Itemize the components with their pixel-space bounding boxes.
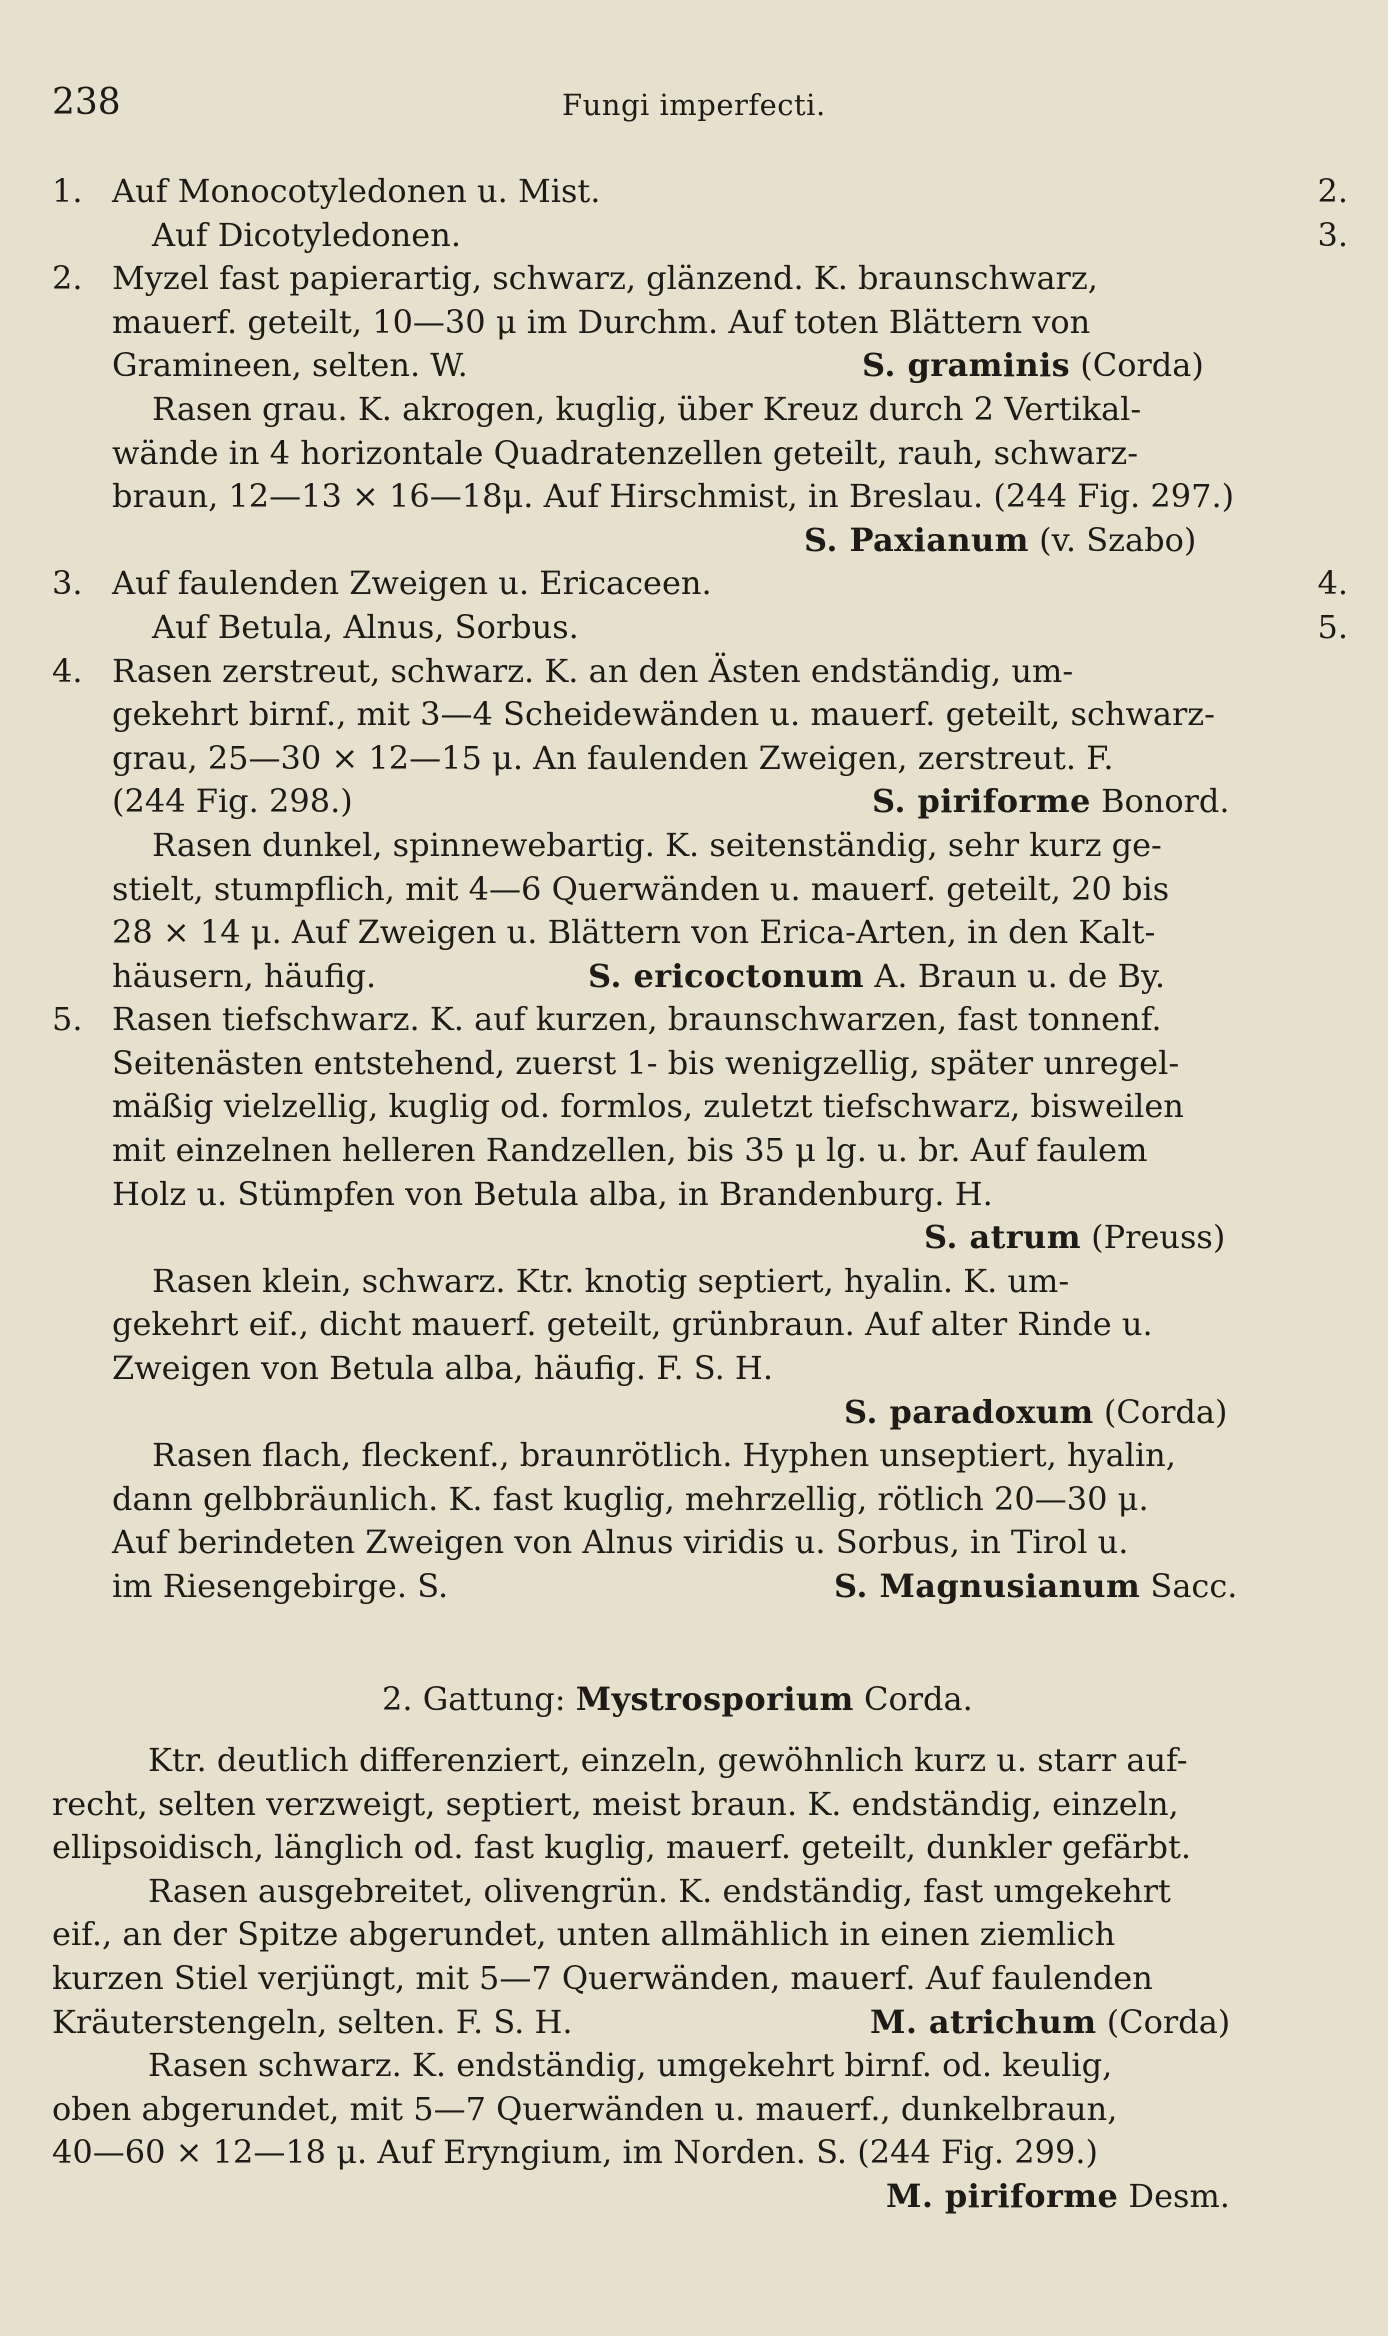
text-line	[52, 1782, 1348, 1826]
line-text: oben abgerundet, mit 5—7 Querwänden u. mauerf., dunkelbraun,	[52, 2089, 1118, 2128]
text-line	[52, 1391, 1348, 1435]
line-text: Kräuterstengeln, selten. F. S. H.	[52, 2002, 573, 2041]
species-name: S. graminis	[862, 346, 1071, 385]
text-line	[52, 998, 1348, 1042]
species-author: Bonord.	[1100, 782, 1230, 821]
genus-prefix: 2. Gattung:	[382, 1680, 566, 1718]
species-name: S. piriforme	[872, 782, 1091, 821]
key-number: 4.	[52, 651, 83, 690]
text-line	[52, 1347, 1348, 1391]
line-text: Auf berindeten Zweigen von Alnus viridis u. Sorbus, in Tirol u.	[112, 1523, 1129, 1562]
genus-name: Mystrosporium	[575, 1680, 854, 1718]
text-line	[52, 1260, 1348, 1304]
genus-heading	[382, 1680, 973, 1718]
text-line	[52, 562, 1348, 606]
line-text: stielt, stumpflich, mit 4—6 Querwänden u. mauerf. geteilt, 20 bis	[112, 869, 1170, 908]
species-entry	[924, 1216, 1225, 1260]
species-author: (Preuss)	[1091, 1218, 1226, 1257]
line-text: Rasen grau. K. akrogen, kuglig, über Kreuz durch 2 Vertikal-	[152, 389, 1142, 428]
species-author: (Corda)	[1106, 2002, 1231, 2041]
text-line	[52, 1303, 1348, 1347]
text-line	[52, 1478, 1348, 1522]
text-line	[52, 2087, 1348, 2131]
line-text: kurzen Stiel verjüngt, mit 5—7 Querwänden, mauerf. Auf faulenden	[52, 1958, 1153, 1997]
line-text: dann gelbbräunlich. K. fast kuglig, mehrzellig, rötlich 20—30 μ.	[112, 1479, 1149, 1518]
key-number: 3.	[52, 564, 83, 603]
text-line	[52, 1216, 1348, 1260]
line-text: Zweigen von Betula alba, häufig. F. S. H.	[112, 1349, 773, 1388]
text-line	[52, 1869, 1348, 1913]
species-name: M. atrichum	[870, 2002, 1097, 2041]
lead-reference: 5.	[1317, 607, 1348, 646]
species-name: S. paradoxum	[844, 1392, 1094, 1431]
line-text: im Riesengebirge. S.	[112, 1567, 449, 1605]
species-name: S. Paxianum	[804, 520, 1029, 559]
text-line	[52, 911, 1348, 955]
line-text: Rasen zerstreut, schwarz. K. an den Ästen endständig, um-	[112, 651, 1074, 690]
line-text: eif., an der Spitze abgerundet, unten allmählich in einen ziemlich	[52, 1915, 1116, 1954]
text-line	[52, 1912, 1348, 1956]
text-line	[52, 955, 1348, 999]
line-text: recht, selten verzweigt, septiert, meist braun. K. endständig, einzeln,	[52, 1784, 1179, 1823]
species-author: (Corda)	[1080, 346, 1204, 385]
text-line	[52, 432, 1348, 476]
line-text: ellipsoidisch, länglich od. fast kuglig, mauerf. geteilt, dunkler gefärbt.	[52, 1828, 1191, 1867]
line-text: Ktr. deutlich differenziert, einzeln, gewöhnlich kurz u. starr auf-	[148, 1741, 1188, 1779]
line-text: gekehrt birnf., mit 3—4 Scheidewänden u. mauerf. geteilt, schwarz-	[112, 695, 1215, 734]
text-line	[52, 344, 1348, 388]
text-line	[52, 2043, 1348, 2087]
text-line	[52, 780, 1348, 824]
line-text: braun, 12—13 × 16—18μ. Auf Hirschmist, in Breslau. (244 Fig. 297.)	[112, 477, 1235, 516]
text-line	[52, 824, 1348, 868]
text-line	[52, 1042, 1348, 1086]
line-text: grau, 25—30 × 12—15 μ. An faulenden Zweigen, zerstreut. F.	[112, 738, 1114, 777]
line-text: mit einzelnen helleren Randzellen, bis 35 μ lg. u. br. Auf faulem	[112, 1131, 1148, 1170]
text-line	[52, 1173, 1348, 1217]
identification-key	[52, 170, 1348, 1609]
text-line	[52, 519, 1348, 563]
text-line	[52, 1521, 1348, 1565]
species-author: Sacc.	[1150, 1567, 1238, 1605]
line-text: Rasen tiefschwarz. K. auf kurzen, braunschwarzen, fast tonnenf.	[112, 1000, 1162, 1039]
line-text: Rasen klein, schwarz. Ktr. knotig septiert, hyalin. K. um-	[152, 1261, 1070, 1300]
lead-reference: 2.	[1317, 172, 1348, 210]
species-author: (v. Szabo)	[1039, 520, 1197, 559]
line-text: Auf Betula, Alnus, Sorbus.	[152, 607, 579, 646]
species-entry	[886, 2174, 1230, 2218]
line-text: Seitenästen entstehend, zuerst 1- bis wenigzellig, später unregel-	[112, 1043, 1180, 1082]
line-text: Holz u. Stümpfen von Betula alba, in Brandenburg. H.	[112, 1174, 993, 1213]
line-text: gekehrt eif., dicht mauerf. geteilt, grünbraun. Auf alter Rinde u.	[112, 1305, 1153, 1344]
text-line	[52, 1956, 1348, 2000]
text-line	[52, 388, 1348, 432]
species-entry	[870, 2000, 1230, 2044]
line-text: Auf faulenden Zweigen u. Ericaceen.	[112, 564, 712, 603]
text-line	[52, 170, 1348, 214]
line-text: Rasen dunkel, spinnewebartig. K. seitenständig, sehr kurz ge-	[152, 825, 1162, 864]
page-header	[52, 82, 1352, 128]
species-entry	[862, 344, 1204, 388]
text-line	[52, 2000, 1348, 2044]
line-text: häusern, häufig.	[112, 956, 377, 995]
line-text: (244 Fig. 298.)	[112, 782, 353, 821]
species-entry	[834, 1565, 1237, 1609]
text-line	[52, 475, 1348, 519]
text-line	[52, 2174, 1348, 2218]
line-text: Myzel fast papierartig, schwarz, glänzend. K. braunschwarz,	[112, 259, 1098, 298]
text-line	[52, 257, 1348, 301]
text-line	[52, 1434, 1348, 1478]
text-line	[52, 301, 1348, 345]
line-text: Rasen flach, fleckenf., braunrötlich. Hyphen unseptiert, hyalin,	[152, 1436, 1176, 1475]
genus-description	[52, 1738, 1348, 2218]
species-entry	[588, 955, 1165, 999]
text-line	[52, 1825, 1348, 1869]
key-number: 5.	[52, 1000, 83, 1039]
text-line	[52, 737, 1348, 781]
key-number: 1.	[52, 172, 83, 210]
line-text: Auf Monocotyledonen u. Mist.	[112, 172, 601, 210]
line-text: Gramineen, selten. W.	[112, 346, 468, 385]
line-text: Rasen ausgebreitet, olivengrün. K. endständig, fast umgekehrt	[148, 1871, 1171, 1910]
species-name: M. piriforme	[886, 2176, 1119, 2215]
line-text: mäßig vielzellig, kuglig od. formlos, zuletzt tiefschwarz, bisweilen	[112, 1087, 1184, 1126]
text-line	[52, 2130, 1348, 2174]
line-text: 40—60 × 12—18 μ. Auf Eryngium, im Norden. S. (244 Fig. 299.)	[52, 2133, 1098, 2172]
text-line	[52, 693, 1348, 737]
species-author: Desm.	[1128, 2176, 1230, 2215]
lead-reference: 4.	[1317, 564, 1348, 603]
text-line	[52, 1565, 1348, 1609]
text-line	[52, 1085, 1348, 1129]
page-number: 238	[52, 82, 121, 123]
species-name: S. Magnusianum	[834, 1567, 1141, 1605]
text-line	[52, 606, 1348, 650]
key-number: 2.	[52, 259, 83, 298]
species-author: A. Braun u. de By.	[874, 956, 1166, 995]
line-text: Auf Dicotyledonen.	[152, 215, 461, 254]
line-text: wände in 4 horizontale Quadratenzellen geteilt, rauh, schwarz-	[112, 433, 1139, 472]
text-line	[52, 1738, 1348, 1782]
text-line	[52, 1129, 1348, 1173]
genus-author: Corda.	[863, 1680, 973, 1718]
species-entry	[844, 1391, 1227, 1435]
text-line	[52, 868, 1348, 912]
species-author: (Corda)	[1103, 1392, 1228, 1431]
line-text: 28 × 14 μ. Auf Zweigen u. Blättern von Erica-Arten, in den Kalt-	[112, 913, 1156, 952]
species-name: S. ericoctonum	[588, 956, 865, 995]
species-entry	[804, 519, 1196, 563]
line-text: mauerf. geteilt, 10—30 μ im Durchm. Auf toten Blättern von	[112, 302, 1091, 341]
lead-reference: 3.	[1317, 215, 1348, 254]
species-name: S. atrum	[924, 1218, 1081, 1257]
text-line	[52, 650, 1348, 694]
line-text: Rasen schwarz. K. endständig, umgekehrt birnf. od. keulig,	[148, 2046, 1113, 2085]
running-title: Fungi imperfecti.	[562, 88, 826, 122]
species-entry	[872, 780, 1230, 824]
text-line	[52, 214, 1348, 258]
